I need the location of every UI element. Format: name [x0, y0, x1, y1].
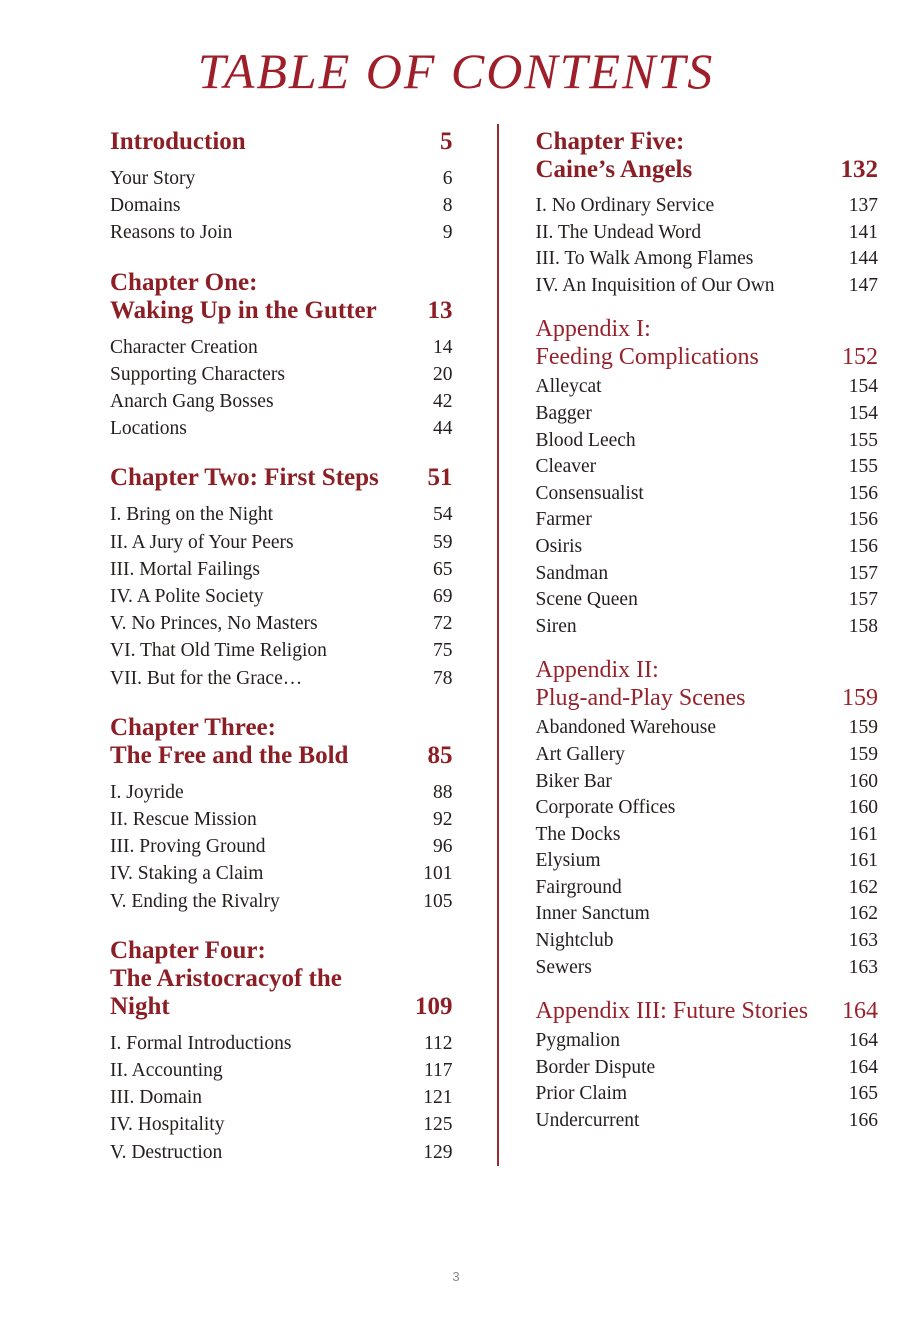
toc-heading-lines: [110, 128, 246, 156]
toc-entry-list: [536, 193, 879, 299]
toc-entry-label: Inner Sanctum: [535, 903, 650, 925]
toc-entry: [536, 715, 879, 742]
toc-entry: [110, 165, 453, 192]
toc-entry: [536, 534, 879, 561]
toc-entry: [110, 334, 453, 361]
toc-heading-lines: [536, 656, 746, 712]
toc-entry: [536, 875, 879, 902]
toc-heading-lines: [536, 997, 809, 1025]
toc-entry-list: [110, 1030, 453, 1166]
toc-section: [110, 937, 453, 1166]
toc-entry: [110, 637, 453, 664]
toc-entry: [536, 1028, 879, 1055]
toc-entry-page-number: 159: [848, 717, 878, 739]
toc-entry-page-number: 101: [423, 863, 453, 885]
toc-entry: [110, 806, 453, 833]
toc-entry: [536, 901, 879, 928]
toc-entry-page-number: 157: [848, 562, 878, 584]
toc-entry: [110, 501, 453, 528]
toc-entry-page-number: 162: [848, 903, 878, 925]
toc-entry-label: III. Domain: [110, 1087, 203, 1109]
toc-entry-label: Consensualist: [535, 482, 644, 504]
toc-entry-list: [536, 1028, 879, 1134]
toc-entry-label: I. Bring on the Night: [110, 504, 274, 526]
toc-heading-line: Chapter One:: [110, 268, 258, 296]
toc-entry-page-number: 160: [848, 770, 878, 792]
toc-entry-label: Prior Claim: [535, 1083, 628, 1105]
toc-entry-page-number: 157: [848, 589, 878, 611]
toc-entry-page-number: 161: [848, 823, 878, 845]
toc-entry-page-number: 125: [423, 1114, 453, 1136]
toc-entry: [110, 192, 453, 219]
toc-entry-label: V. Destruction: [110, 1141, 223, 1163]
toc-entry-page-number: 162: [848, 876, 878, 898]
toc-entry-list: [110, 779, 453, 915]
toc-entry-page-number: 44: [433, 418, 453, 440]
toc-column-right: [499, 124, 879, 1166]
toc-entry-page-number: 154: [848, 376, 878, 398]
toc-columns: [110, 124, 878, 1166]
toc-entry-page-number: 20: [433, 363, 453, 385]
toc-heading-line: Chapter Two: First Steps: [110, 464, 379, 492]
toc-entry-label: III. To Walk Among Flames: [535, 248, 754, 270]
toc-entry: [110, 529, 453, 556]
toc-section-heading: [536, 315, 879, 371]
toc-entry: [536, 193, 879, 220]
toc-heading-page-number: 132: [840, 156, 878, 183]
toc-section: [110, 269, 453, 443]
toc-entry: [536, 401, 879, 428]
toc-entry-page-number: 166: [848, 1110, 878, 1132]
toc-entry-page-number: 163: [848, 930, 878, 952]
toc-entry-label: V. Ending the Rivalry: [110, 890, 280, 912]
toc-section-heading: [110, 269, 453, 325]
toc-entry-label: Undercurrent: [535, 1110, 640, 1132]
toc-entry-label: Osiris: [535, 535, 583, 557]
toc-entry-label: III. Proving Ground: [110, 836, 266, 858]
toc-entry: [110, 1057, 453, 1084]
toc-heading-line: Appendix II:: [535, 657, 659, 684]
toc-entry: [110, 779, 453, 806]
toc-heading-page-number: 5: [440, 128, 453, 155]
toc-entry-page-number: 141: [848, 221, 878, 243]
toc-entry-label: II. The Undead Word: [535, 221, 702, 243]
toc-heading-line: Appendix III: Future Stories: [535, 998, 809, 1025]
toc-entry-label: Anarch Gang Bosses: [110, 391, 274, 413]
toc-section-heading: [110, 937, 453, 1021]
toc-entry: [110, 219, 453, 246]
toc-entry-label: I. Formal Introductions: [110, 1032, 292, 1054]
toc-entry-label: Character Creation: [110, 336, 258, 358]
toc-section: [536, 128, 879, 299]
toc-entry-label: I. No Ordinary Service: [535, 195, 715, 216]
toc-entry: [110, 415, 453, 442]
toc-entry-page-number: 9: [442, 222, 453, 244]
toc-entry-page-number: 159: [848, 743, 878, 765]
toc-entry-label: Elysium: [535, 850, 601, 872]
toc-entry: [536, 928, 879, 955]
toc-entry: [110, 1111, 453, 1138]
toc-entry-label: Alleycat: [535, 376, 602, 398]
toc-section-heading: [110, 464, 453, 492]
toc-entry-page-number: 164: [848, 1030, 878, 1052]
toc-section: [110, 128, 453, 247]
toc-entry-page-number: 112: [423, 1032, 453, 1054]
toc-entry: [110, 556, 453, 583]
toc-entry-label: V. No Princes, No Masters: [110, 613, 318, 635]
toc-column-left: [110, 124, 497, 1166]
toc-entry-label: Biker Bar: [535, 770, 612, 792]
toc-entry-page-number: 121: [423, 1087, 453, 1109]
toc-entry: [536, 1055, 879, 1082]
toc-entry: [536, 587, 879, 614]
toc-entry-page-number: 137: [848, 195, 878, 216]
toc-entry-label: VI. That Old Time Religion: [110, 640, 327, 662]
toc-entry-label: IV. Staking a Claim: [110, 863, 264, 885]
toc-entry-page-number: 88: [433, 781, 453, 803]
toc-entry: [536, 220, 879, 247]
toc-entry: [536, 795, 879, 822]
toc-entry: [536, 955, 879, 982]
toc-section-heading: [110, 128, 453, 156]
toc-entry: [110, 833, 453, 860]
toc-entry-page-number: 54: [433, 504, 453, 526]
toc-entry-label: IV. A Polite Society: [110, 586, 264, 608]
toc-entry-label: Blood Leech: [535, 429, 636, 451]
toc-entry-label: Cleaver: [535, 456, 597, 478]
toc-entry-page-number: 92: [433, 809, 453, 831]
toc-entry-label: Your Story: [110, 168, 196, 189]
toc-entry-label: III. Mortal Failings: [110, 558, 261, 580]
toc-entry: [536, 614, 879, 641]
toc-heading-line: The Aristocracyof the Night: [110, 964, 342, 1020]
toc-entry-page-number: 158: [848, 615, 878, 637]
toc-entry-label: Corporate Offices: [535, 797, 676, 819]
toc-entry-page-number: 156: [848, 482, 878, 504]
toc-entry-page-number: 14: [433, 336, 453, 358]
toc-entry-label: IV. An Inquisition of Our Own: [535, 274, 775, 296]
toc-section: [110, 464, 453, 691]
toc-entry-label: Bagger: [535, 402, 592, 424]
toc-heading-line: Caine’s Angels: [535, 156, 693, 183]
toc-entry-page-number: 117: [423, 1060, 453, 1082]
toc-entry-label: II. Rescue Mission: [110, 809, 257, 831]
toc-entry-label: Scene Queen: [535, 589, 638, 611]
toc-section: [536, 656, 879, 981]
toc-entry: [110, 583, 453, 610]
toc-entry-page-number: 69: [433, 586, 453, 608]
toc-heading-page-number: 51: [427, 464, 453, 492]
toc-entry-label: Pygmalion: [535, 1030, 621, 1052]
toc-heading-page-number: 164: [842, 998, 878, 1025]
toc-heading-page-number: 109: [415, 992, 453, 1020]
toc-entry: [536, 481, 879, 508]
toc-entry-label: Siren: [535, 615, 577, 637]
toc-heading-page-number: 13: [427, 296, 453, 324]
toc-entry-label: IV. Hospitality: [110, 1114, 225, 1136]
toc-section: [536, 315, 879, 640]
toc-entry: [536, 1081, 879, 1108]
toc-entry: [110, 388, 453, 415]
toc-entry: [536, 848, 879, 875]
toc-heading-lines: [110, 464, 379, 492]
toc-entry: [536, 374, 879, 401]
toc-entry-label: Supporting Characters: [110, 363, 285, 385]
toc-entry-page-number: 156: [848, 535, 878, 557]
toc-entry-label: Farmer: [535, 509, 592, 531]
toc-section-heading: [536, 997, 879, 1025]
toc-entry-label: Abandoned Warehouse: [535, 717, 717, 739]
toc-heading-lines: [110, 937, 407, 1021]
toc-heading-page-number: 152: [842, 344, 878, 371]
toc-entry: [110, 610, 453, 637]
toc-entry: [536, 507, 879, 534]
toc-entry-page-number: 154: [848, 402, 878, 424]
toc-heading-line: Waking Up in the Gutter: [110, 296, 377, 324]
toc-entry-page-number: 160: [848, 797, 878, 819]
toc-section-heading: [110, 714, 453, 770]
toc-entry: [110, 1084, 453, 1111]
toc-entry-page-number: 65: [433, 558, 453, 580]
toc-entry-label: Nightclub: [535, 930, 614, 952]
toc-entry-page-number: 147: [848, 274, 878, 296]
toc-entry-page-number: 144: [848, 248, 878, 270]
toc-entry-page-number: 6: [442, 168, 453, 189]
toc-entry-label: Sewers: [535, 956, 592, 978]
toc-entry: [536, 769, 879, 796]
toc-heading-line: Chapter Five:: [535, 128, 685, 155]
toc-heading-line: Chapter Four:: [110, 936, 266, 964]
toc-section-heading: [536, 128, 879, 184]
toc-entry-label: The Docks: [535, 823, 621, 845]
toc-entry-page-number: 78: [433, 667, 453, 689]
toc-entry: [536, 428, 879, 455]
toc-entry-page-number: 165: [848, 1083, 878, 1105]
toc-entry-page-number: 156: [848, 509, 878, 531]
toc-entry: [536, 561, 879, 588]
toc-entry-label: I. Joyride: [110, 781, 184, 803]
toc-entry-page-number: 105: [423, 890, 453, 912]
toc-entry-page-number: 155: [848, 456, 878, 478]
toc-entry-page-number: 155: [848, 429, 878, 451]
toc-entry: [536, 822, 879, 849]
toc-heading-line: The Free and the Bold: [110, 741, 349, 769]
toc-entry-page-number: 42: [433, 391, 453, 413]
toc-entry: [110, 665, 453, 692]
toc-entry: [110, 361, 453, 388]
toc-entry-page-number: 161: [848, 850, 878, 872]
toc-entry: [110, 888, 453, 915]
toc-heading-lines: [536, 315, 759, 371]
toc-entry-page-number: 164: [848, 1056, 878, 1078]
toc-entry-page-number: 8: [442, 195, 453, 217]
toc-entry: [110, 860, 453, 887]
toc-heading-lines: [110, 269, 377, 325]
toc-entry-label: II. A Jury of Your Peers: [110, 531, 294, 553]
toc-heading-line: Feeding Complications: [535, 344, 759, 371]
toc-entry-list: [110, 334, 453, 443]
toc-entry: [536, 1108, 879, 1135]
toc-entry-list: [536, 374, 879, 640]
toc-entry: [110, 1030, 453, 1057]
toc-entry-label: Fairground: [535, 876, 622, 898]
toc-entry-label: Locations: [110, 418, 187, 440]
toc-entry: [536, 454, 879, 481]
toc-heading-lines: [536, 128, 693, 184]
toc-entry-page-number: 96: [433, 836, 453, 858]
toc-entry-label: II. Accounting: [110, 1060, 223, 1082]
toc-heading-line: Plug-and-Play Scenes: [535, 685, 746, 712]
toc-entry-label: Sandman: [535, 562, 609, 584]
toc-section-heading: [536, 656, 879, 712]
toc-entry: [536, 273, 879, 300]
toc-entry-label: Art Gallery: [535, 743, 625, 765]
toc-heading-line: Appendix I:: [535, 316, 651, 343]
toc-entry-page-number: 163: [848, 956, 878, 978]
toc-entry-label: Reasons to Join: [110, 222, 233, 244]
toc-entry-list: [536, 715, 879, 981]
toc-section: [536, 997, 879, 1134]
toc-entry-list: [110, 501, 453, 691]
toc-heading-line: Introduction: [110, 128, 246, 155]
toc-section: [110, 714, 453, 915]
toc-entry-label: Domains: [110, 195, 181, 217]
page-title: TABLE OF CONTENTS: [197, 43, 715, 99]
toc-entry-page-number: 75: [433, 640, 453, 662]
toc-entry: [110, 1139, 453, 1166]
toc-heading-page-number: 85: [427, 741, 453, 769]
toc-entry-page-number: 129: [423, 1141, 453, 1163]
toc-heading-lines: [110, 714, 348, 770]
toc-heading-page-number: 159: [842, 685, 878, 712]
toc-entry: [536, 246, 879, 273]
toc-entry-page-number: 59: [433, 531, 453, 553]
toc-entry-list: [110, 165, 453, 247]
toc-entry-page-number: 72: [433, 613, 453, 635]
toc-entry-label: Border Dispute: [535, 1056, 656, 1078]
toc-entry: [536, 742, 879, 769]
toc-heading-line: Chapter Three:: [110, 713, 276, 741]
toc-entry-label: VII. But for the Grace…: [110, 667, 303, 689]
folio-page-number: 3: [452, 1269, 460, 1284]
